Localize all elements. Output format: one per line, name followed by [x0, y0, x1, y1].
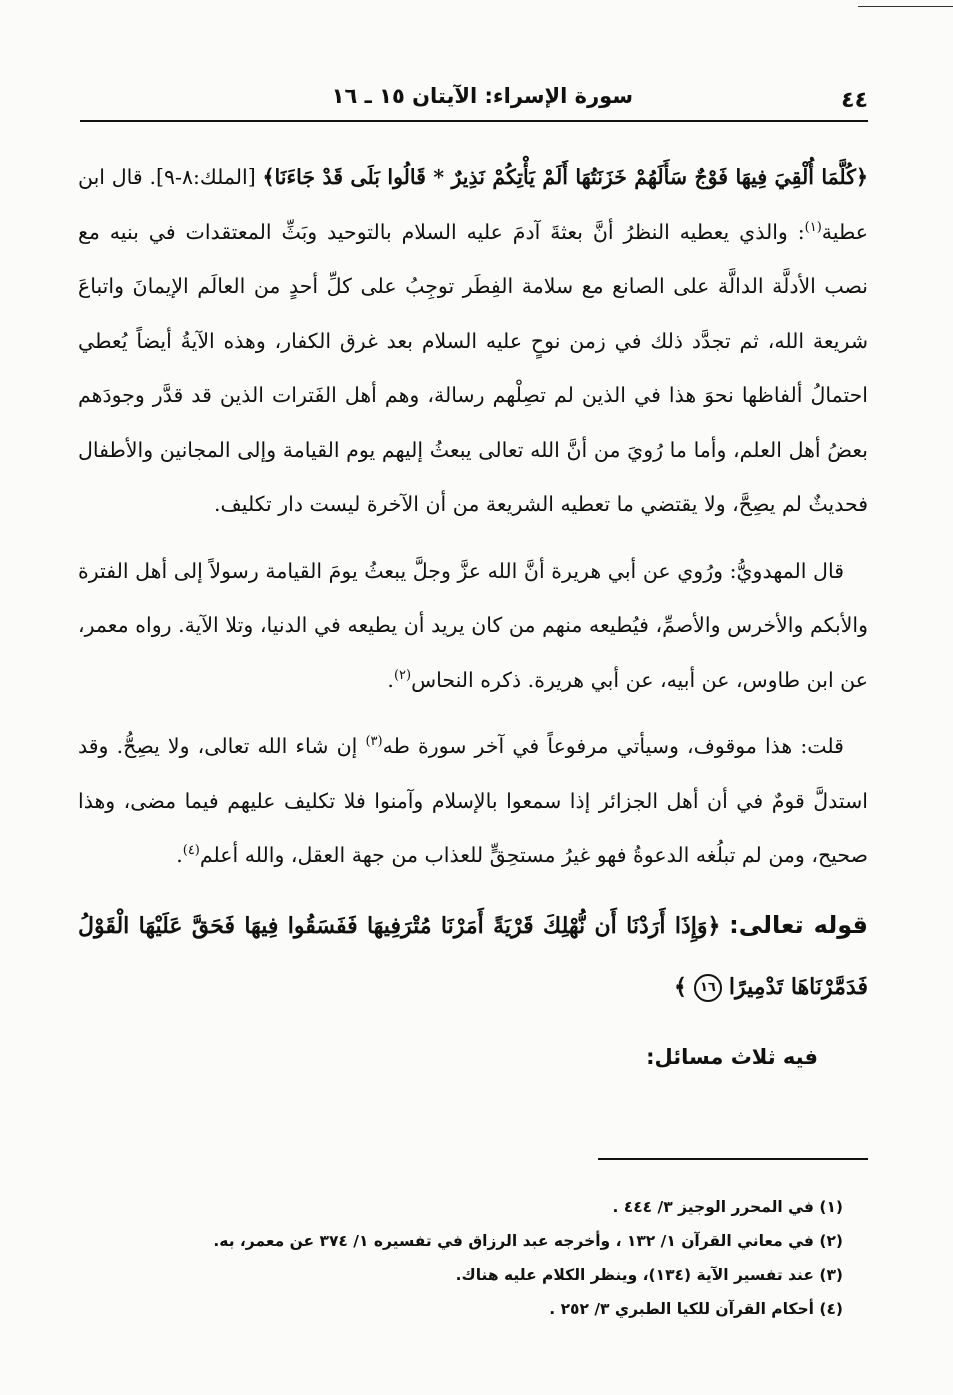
footnotes: [80, 1190, 843, 1326]
footnote-4: (٤) أحكام القرآن للكيا الطبري ٣/ ٢٥٢ .: [549, 1300, 843, 1318]
verse-label: قوله تعالى:: [729, 910, 868, 939]
page-number: ٤٤: [841, 88, 868, 113]
footnote-3: (٣) عند تفسير الآية (١٣٤)، وينظر الكلام عليه هناك.: [455, 1266, 843, 1284]
paragraph-text: إن شاء الله تعالى، ولا يصِحُّ. وقد استدلَّ قومٌ في أن أهل الجزائر إذا سمعوا بالإسلام وآمنوا فلا تكليف عليهم فيما مضى، وهذا صحيح، ومن لم تبلُغه الدعوةُ فهو غيرُ مستحِقٍّ للعذاب من جهة العقل، والله أعلم: [78, 734, 868, 867]
main-text: [78, 150, 868, 1096]
top-edge-line: [858, 6, 953, 7]
paragraph-end: .: [387, 667, 394, 692]
footnote-2: (٢) في معاني القرآن ١/ ١٣٢ ، وأخرجه عبد الرزاق في تفسيره ١/ ٣٧٤ عن معمر، به.: [213, 1232, 843, 1250]
verse-close-bracket: ﴾: [673, 973, 687, 1000]
verse-heading: [78, 895, 868, 1018]
paragraph-2: [78, 544, 868, 708]
footnote-ref-1: (١): [804, 219, 822, 235]
quran-quote: ﴿كُلَّمَا أُلْقِيَ فِيهَا فَوْجٌ سَأَلَهُمْ خَزَنَتُهَا أَلَمْ يَأْتِكُمْ نَذِيرٌ * قَالُوا بَلَى قَدْ جَاءَنَا﴾: [262, 165, 868, 189]
paragraph-text: قلت: هذا موقوف، وسيأتي مرفوعاً في آخر سورة طه: [382, 734, 844, 758]
footnote-ref-3: (٣): [365, 734, 383, 750]
paragraph-1: [78, 150, 868, 532]
footnote-ref-4: (٤): [182, 843, 200, 859]
paragraph-3: [78, 719, 868, 883]
running-title: سورة الإسراء: الآيتان ١٥ ـ ١٦: [331, 84, 633, 108]
quran-reference: [الملك:٨-٩].: [149, 165, 256, 189]
footnote-separator: [598, 1158, 868, 1160]
subheading: فيه ثلاث مسائل:: [646, 1044, 818, 1069]
paragraph-text: قال المهدويُّ: ورُوي عن أبي هريرة أنَّ الله عزَّ وجلَّ يبعثُ يومَ القيامة رسولاً إلى أهل الفترة والأبكم والأخرس والأصمِّ، فيُطيعه منهم من كان يريد أن يطيعه في الدنيا، وتلا الآية. رواه معمر، عن ابن طاوس، عن أبيه، عن أبي هريرة. ذكره النحاس: [78, 558, 868, 692]
paragraph-text: قال ابن عطية: [78, 165, 868, 244]
footnote-ref-2: (٢): [393, 667, 412, 683]
paragraph-end: .: [176, 843, 183, 867]
footnote-1: (١) في المحرر الوجيز ٣/ ٤٤٤ .: [612, 1198, 843, 1216]
page-header: [80, 82, 868, 122]
paragraph-text: : والذي يعطيه النظرُ أنَّ بعثةَ آدمَ عليه السلام بالتوحيد وبَثِّ المعتقدات في بنيه مع نصب الأدلَّة الدالَّة على الصانع مع سلامة الفِطَر توجِبُ على كلِّ أحدٍ من العالَم الإيمانَ واتباعَ شريعة الله، ثم تجدَّد ذلك في زمن نوحٍ عليه السلام بعد غرق الكفار، وهذه الآيةُ أيضاً يُعطي احتمالُ ألفاظها نحوَ هذا في الذين لم تصِلْهم رسالة، وهم أهل الفَترات الذين قد قدَّر وجودَهم بعضُ أهل العلم، وأما ما رُويَ من أنَّ الله تعالى يبعثُ إليهم يوم القيامة وإلى المجانين والأطفال فحديثٌ لم يصِحَّ، ولا يقتضي ما تعطيه الشريعة من أن الآخرة ليست دار تكليف.: [78, 219, 868, 516]
verse-text: ﴿وَإِذَا أَرَدْنَا أَن نُّهْلِكَ قَرْيَةً أَمَرْنَا مُتْرَفِيهَا فَفَسَقُوا فِيهَا فَحَقَّ عَلَيْهَا الْقَوْلُ فَدَمَّرْنَاهَا تَدْمِيرًا: [78, 912, 868, 1000]
ayah-number-mark: ١٦: [694, 974, 722, 1002]
